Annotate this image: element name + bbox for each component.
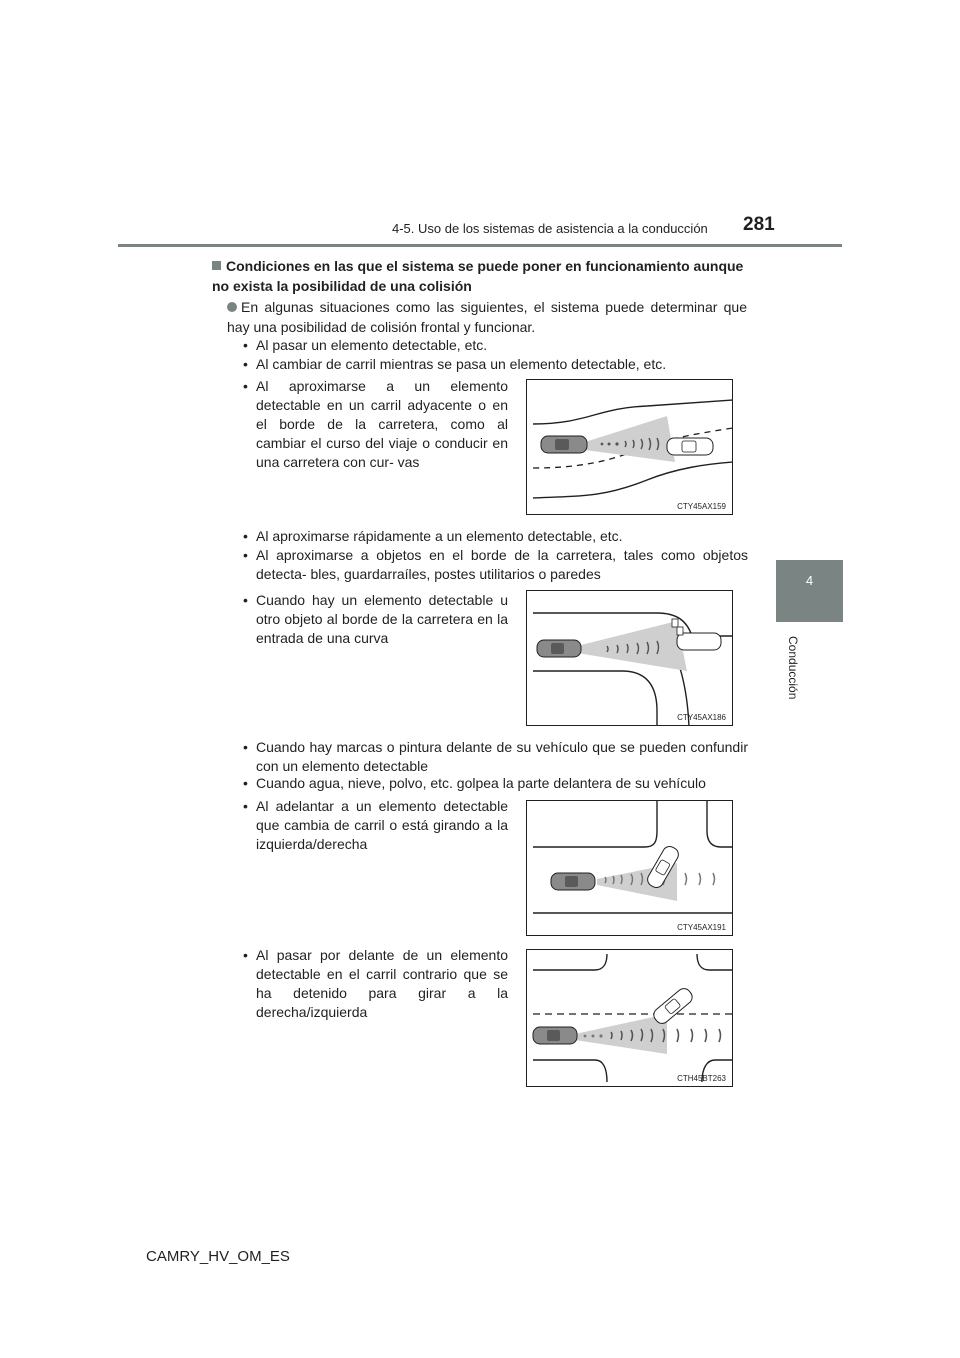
- list-item: • Al adelantar a un elemento detectable que cambia de carril o está girando a la izquierda/derecha: [243, 798, 508, 852]
- figure-adjacent-lane: [526, 379, 733, 515]
- page-number: 281: [743, 214, 775, 235]
- list-item: • Cuando hay marcas o pintura delante de su vehículo que se pueden confundir con un elemento detectable: [243, 739, 748, 774]
- list-item: • Al aproximarse a objetos en el borde de la carretera, tales como objetos detecta- bles, guardarraíles, postes utilitarios o paredes: [243, 547, 748, 582]
- list-item: • Al pasar un elemento detectable, etc.: [243, 337, 488, 353]
- section-heading: [212, 256, 752, 296]
- header-rule: [118, 244, 842, 247]
- square-bullet-icon: [212, 261, 221, 270]
- road-illustration-4: [527, 950, 733, 1087]
- figure-curve-entrance: [526, 590, 733, 726]
- list-item: • Al pasar por delante de un elemento detectable en el carril contrario que se ha detenido para girar a la derecha/izquierda: [243, 947, 508, 1020]
- document-code-footer: CAMRY_HV_OM_ES: [146, 1248, 290, 1265]
- header-section-title: 4-5. Uso de los sistemas de asistencia a la conducción: [392, 221, 708, 236]
- list-item: • Al aproximarse rápidamente a un elemento detectable, etc.: [243, 528, 623, 544]
- figure-overtaking-turn: [526, 800, 733, 936]
- road-illustration-3: [527, 801, 733, 936]
- road-illustration-2: [527, 591, 733, 726]
- list-item: • Al aproximarse a un elemento detectable en un carril adyacente o en el borde de la carretera, como al cambiar el curso del viaje o conducir en una carretera con cur- vas: [243, 378, 508, 470]
- figure-code: CTY45AX191: [677, 923, 726, 932]
- circle-bullet-icon: [227, 302, 237, 312]
- figure-code: CTY45AX159: [677, 502, 726, 511]
- figure-code: CTY45AX186: [677, 713, 726, 722]
- intro-paragraph: [227, 297, 747, 337]
- chapter-tab-label: [785, 636, 805, 756]
- list-item: • Cuando hay un elemento detectable u otro objeto al borde de la carretera en la entrada de una curva: [243, 592, 508, 646]
- list-item: • Al cambiar de carril mientras se pasa un elemento detectable, etc.: [243, 356, 667, 372]
- intro-text: En algunas situaciones como las siguientes, el sistema puede determinar que hay una posibilidad de colisión frontal y funcionar.: [227, 299, 747, 335]
- section-heading-text: Condiciones en las que el sistema se puede poner en funcionamiento aunque no exista la posibilidad de una colisión: [212, 258, 744, 294]
- road-illustration-1: [527, 380, 733, 515]
- figure-code: CTH45BT263: [677, 1074, 726, 1083]
- list-item: • Cuando agua, nieve, polvo, etc. golpea la parte delantera de su vehículo: [243, 775, 706, 791]
- chapter-tab-number: 4: [805, 573, 814, 588]
- chapter-tab-label-text: Conducción: [786, 636, 800, 700]
- chapter-tab: [776, 560, 843, 622]
- figure-oncoming-stopped: [526, 949, 733, 1087]
